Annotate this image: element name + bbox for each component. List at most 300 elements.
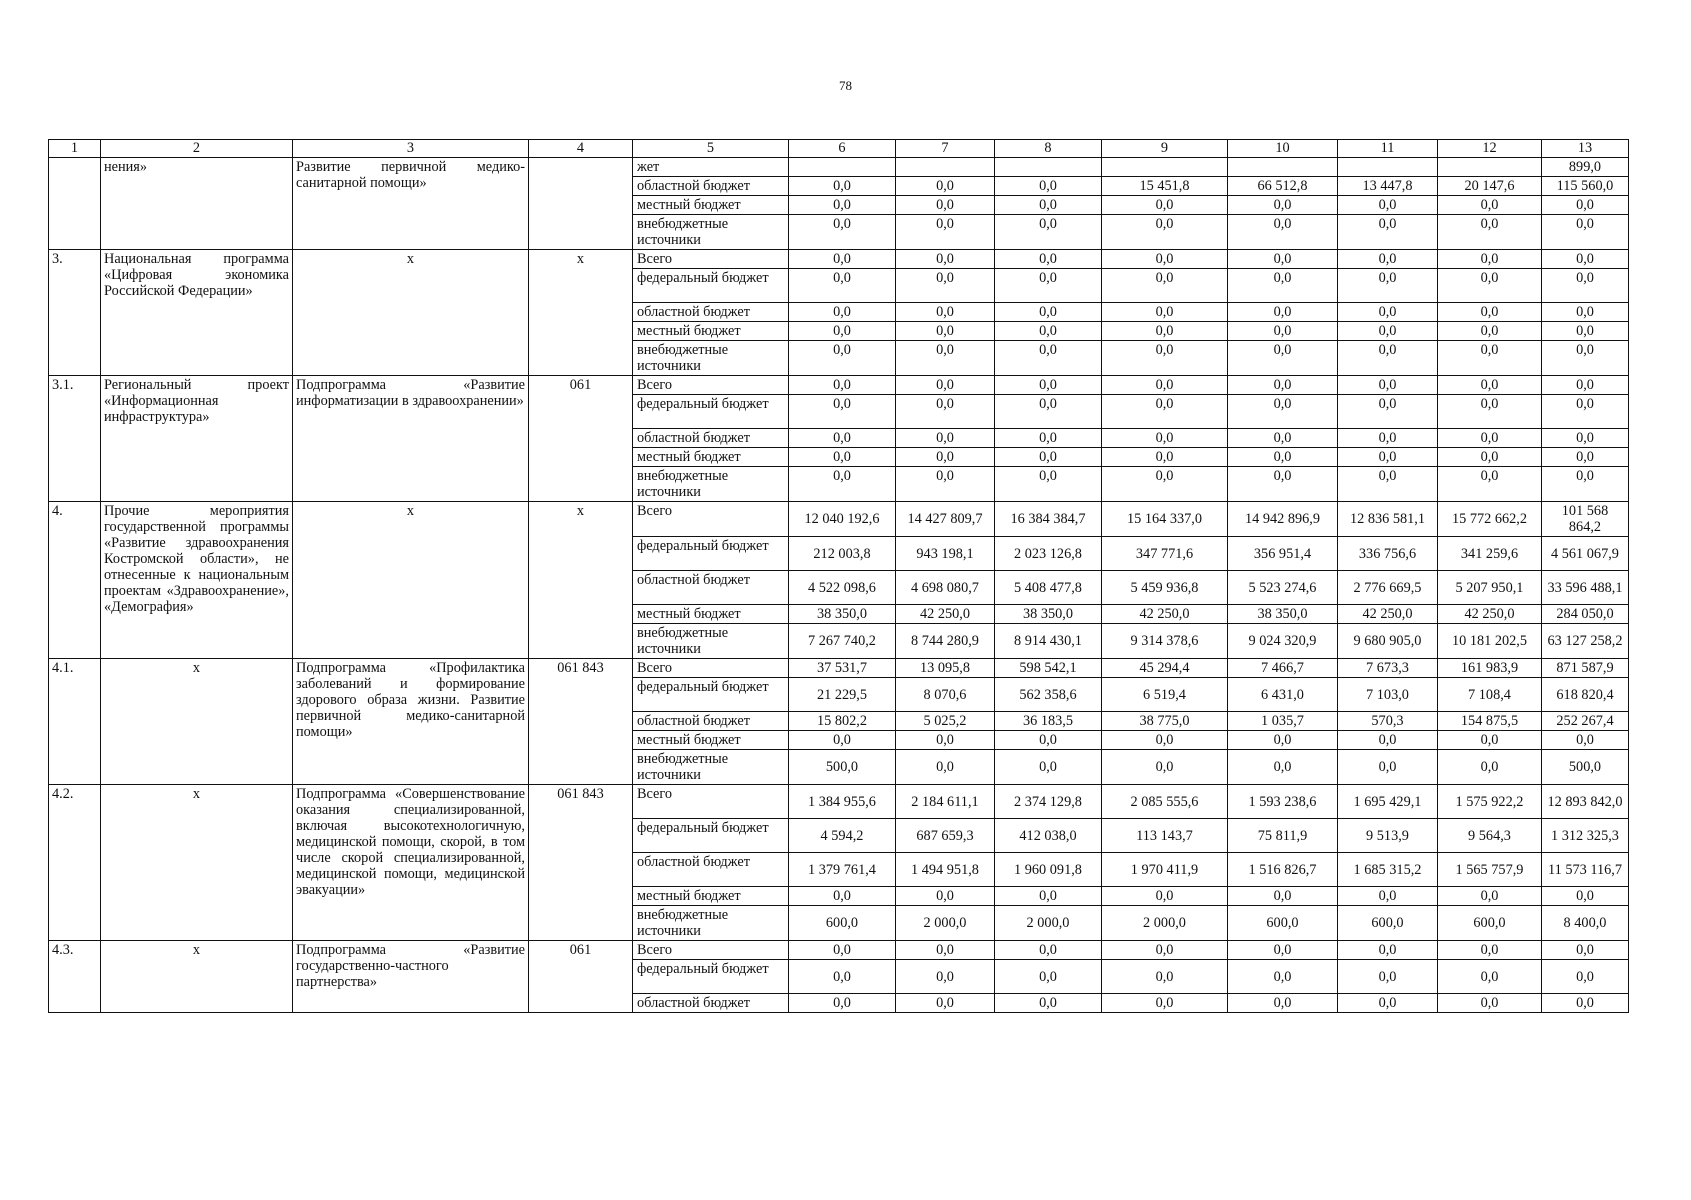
table-body xyxy=(49,158,1629,1013)
value-cell: 15 451,8 xyxy=(1102,177,1228,196)
value-cell: 0,0 xyxy=(896,269,995,303)
value-cell: 0,0 xyxy=(896,887,995,906)
value-cell: 0,0 xyxy=(1338,941,1438,960)
value-cell: 0,0 xyxy=(1228,395,1338,429)
budget-code: 061 xyxy=(529,941,633,1013)
value-cell: 0,0 xyxy=(995,731,1102,750)
value-cell: 0,0 xyxy=(789,960,896,994)
funding-source: федеральный бюджет xyxy=(633,960,789,994)
col-number: 5 xyxy=(633,140,789,158)
value-cell: 1 035,7 xyxy=(1228,712,1338,731)
value-cell: 0,0 xyxy=(995,448,1102,467)
value-cell: 0,0 xyxy=(789,731,896,750)
column-number-row xyxy=(49,140,1629,158)
value-cell: 5 207 950,1 xyxy=(1438,571,1542,605)
value-cell: 5 459 936,8 xyxy=(1102,571,1228,605)
value-cell: 20 147,6 xyxy=(1438,177,1542,196)
value-cell: 101 568 864,2 xyxy=(1542,502,1629,537)
value-cell: 11 573 116,7 xyxy=(1542,853,1629,887)
col-number: 2 xyxy=(101,140,293,158)
funding-source: федеральный бюджет xyxy=(633,819,789,853)
value-cell: 38 350,0 xyxy=(789,605,896,624)
col-number: 13 xyxy=(1542,140,1629,158)
value-cell: 0,0 xyxy=(1542,960,1629,994)
value-cell: 0,0 xyxy=(995,215,1102,250)
value-cell: 0,0 xyxy=(1228,322,1338,341)
value-cell: 0,0 xyxy=(1438,269,1542,303)
value-cell: 161 983,9 xyxy=(1438,659,1542,678)
value-cell: 0,0 xyxy=(1438,429,1542,448)
value-cell: 570,3 xyxy=(1338,712,1438,731)
value-cell: 2 374 129,8 xyxy=(995,785,1102,819)
value-cell: 0,0 xyxy=(1438,467,1542,502)
value-cell: 0,0 xyxy=(1542,994,1629,1013)
row-number: 4.3. xyxy=(49,941,101,1013)
value-cell: 0,0 xyxy=(1228,303,1338,322)
value-cell: 0,0 xyxy=(1228,250,1338,269)
table-row xyxy=(49,250,1629,269)
value-cell: 6 519,4 xyxy=(1102,678,1228,712)
funding-source: внебюджетные источники xyxy=(633,341,789,376)
value-cell: 0,0 xyxy=(1542,941,1629,960)
value-cell: 42 250,0 xyxy=(1438,605,1542,624)
value-cell: 2 085 555,6 xyxy=(1102,785,1228,819)
value-cell: 0,0 xyxy=(1542,215,1629,250)
value-cell xyxy=(789,158,896,177)
value-cell: 0,0 xyxy=(1542,303,1629,322)
value-cell: 0,0 xyxy=(995,941,1102,960)
value-cell: 0,0 xyxy=(789,994,896,1013)
value-cell: 7 673,3 xyxy=(1338,659,1438,678)
value-cell: 0,0 xyxy=(896,448,995,467)
value-cell: 0,0 xyxy=(1102,994,1228,1013)
value-cell: 600,0 xyxy=(1438,906,1542,941)
value-cell: 9 680 905,0 xyxy=(1338,624,1438,659)
table-row xyxy=(49,659,1629,678)
value-cell: 0,0 xyxy=(1102,467,1228,502)
value-cell: 0,0 xyxy=(1228,750,1338,785)
value-cell: 38 350,0 xyxy=(995,605,1102,624)
funding-source: областной бюджет xyxy=(633,303,789,322)
value-cell: 0,0 xyxy=(1438,322,1542,341)
value-cell: 5 408 477,8 xyxy=(995,571,1102,605)
value-cell: 0,0 xyxy=(1338,448,1438,467)
value-cell: 0,0 xyxy=(1438,750,1542,785)
budget-table-container xyxy=(48,139,1628,1013)
col-number: 8 xyxy=(995,140,1102,158)
table-row xyxy=(49,158,1629,177)
value-cell: 0,0 xyxy=(1438,376,1542,395)
value-cell: 0,0 xyxy=(1102,960,1228,994)
budget-code: х xyxy=(529,250,633,376)
value-cell: 2 184 611,1 xyxy=(896,785,995,819)
value-cell: 0,0 xyxy=(1228,196,1338,215)
measure-name: нения» xyxy=(101,158,293,250)
value-cell: 12 893 842,0 xyxy=(1542,785,1629,819)
value-cell: 6 431,0 xyxy=(1228,678,1338,712)
value-cell: 0,0 xyxy=(1102,750,1228,785)
funding-source: Всего xyxy=(633,659,789,678)
value-cell: 42 250,0 xyxy=(1338,605,1438,624)
value-cell xyxy=(995,158,1102,177)
subprogram-name: Подпрограмма «Совершенствование оказания специализированной, включая высокотехнологичную, медицинской помощи, скорой, в том числе скорой специализированной, медицинской помощи, медицинской эвакуации» xyxy=(293,785,529,941)
value-cell: 0,0 xyxy=(1228,731,1338,750)
funding-source: внебюджетные источники xyxy=(633,467,789,502)
funding-source: областной бюджет xyxy=(633,177,789,196)
col-number: 3 xyxy=(293,140,529,158)
value-cell: 252 267,4 xyxy=(1542,712,1629,731)
value-cell: 42 250,0 xyxy=(896,605,995,624)
subprogram-name: Подпрограмма «Развитие информатизации в здравоохранении» xyxy=(293,376,529,502)
funding-source: областной бюджет xyxy=(633,994,789,1013)
table-row xyxy=(49,785,1629,819)
value-cell: 1 695 429,1 xyxy=(1338,785,1438,819)
value-cell: 0,0 xyxy=(789,467,896,502)
value-cell: 8 744 280,9 xyxy=(896,624,995,659)
value-cell: 2 000,0 xyxy=(896,906,995,941)
value-cell: 0,0 xyxy=(1102,887,1228,906)
value-cell: 1 575 922,2 xyxy=(1438,785,1542,819)
value-cell: 0,0 xyxy=(995,376,1102,395)
measure-name: х xyxy=(101,659,293,785)
value-cell: 0,0 xyxy=(1438,303,1542,322)
subprogram-name: х xyxy=(293,502,529,659)
value-cell: 0,0 xyxy=(896,960,995,994)
funding-source: Всего xyxy=(633,941,789,960)
value-cell xyxy=(1228,158,1338,177)
value-cell: 21 229,5 xyxy=(789,678,896,712)
funding-source: федеральный бюджет xyxy=(633,678,789,712)
value-cell: 1 379 761,4 xyxy=(789,853,896,887)
value-cell: 0,0 xyxy=(1102,429,1228,448)
funding-source: внебюджетные источники xyxy=(633,750,789,785)
value-cell: 7 103,0 xyxy=(1338,678,1438,712)
value-cell: 0,0 xyxy=(1542,429,1629,448)
funding-source: федеральный бюджет xyxy=(633,395,789,429)
value-cell: 4 698 080,7 xyxy=(896,571,995,605)
funding-source: Всего xyxy=(633,376,789,395)
value-cell: 356 951,4 xyxy=(1228,537,1338,571)
value-cell: 0,0 xyxy=(896,322,995,341)
value-cell: 8 914 430,1 xyxy=(995,624,1102,659)
value-cell: 13 095,8 xyxy=(896,659,995,678)
value-cell: 0,0 xyxy=(896,303,995,322)
value-cell: 0,0 xyxy=(1338,196,1438,215)
value-cell: 0,0 xyxy=(1542,341,1629,376)
value-cell: 0,0 xyxy=(1438,341,1542,376)
value-cell: 37 531,7 xyxy=(789,659,896,678)
subprogram-name: Подпрограмма «Профилактика заболеваний и формирование здорового образа жизни. Развитие первичной медико-санитарной помощи» xyxy=(293,659,529,785)
col-number: 4 xyxy=(529,140,633,158)
value-cell: 115 560,0 xyxy=(1542,177,1629,196)
value-cell: 0,0 xyxy=(1438,994,1542,1013)
funding-source: местный бюджет xyxy=(633,196,789,215)
value-cell: 0,0 xyxy=(896,429,995,448)
value-cell: 15 772 662,2 xyxy=(1438,502,1542,537)
value-cell: 0,0 xyxy=(1542,269,1629,303)
value-cell: 15 802,2 xyxy=(789,712,896,731)
value-cell xyxy=(1338,158,1438,177)
value-cell xyxy=(1102,158,1228,177)
col-number: 11 xyxy=(1338,140,1438,158)
funding-source: областной бюджет xyxy=(633,853,789,887)
value-cell: 154 875,5 xyxy=(1438,712,1542,731)
value-cell: 0,0 xyxy=(1102,196,1228,215)
value-cell: 0,0 xyxy=(1102,250,1228,269)
value-cell: 10 181 202,5 xyxy=(1438,624,1542,659)
row-number: 4.1. xyxy=(49,659,101,785)
value-cell: 0,0 xyxy=(789,376,896,395)
funding-source: Всего xyxy=(633,250,789,269)
value-cell: 0,0 xyxy=(1438,250,1542,269)
value-cell: 0,0 xyxy=(896,994,995,1013)
value-cell: 0,0 xyxy=(1338,395,1438,429)
funding-source: внебюджетные источники xyxy=(633,906,789,941)
value-cell: 0,0 xyxy=(1228,887,1338,906)
value-cell: 0,0 xyxy=(789,448,896,467)
value-cell: 38 775,0 xyxy=(1102,712,1228,731)
value-cell: 63 127 258,2 xyxy=(1542,624,1629,659)
value-cell: 0,0 xyxy=(995,395,1102,429)
value-cell: 9 314 378,6 xyxy=(1102,624,1228,659)
value-cell: 0,0 xyxy=(896,376,995,395)
value-cell: 0,0 xyxy=(1338,215,1438,250)
row-number xyxy=(49,158,101,250)
value-cell: 0,0 xyxy=(1338,303,1438,322)
value-cell: 1 384 955,6 xyxy=(789,785,896,819)
value-cell: 0,0 xyxy=(1102,395,1228,429)
value-cell: 0,0 xyxy=(1228,467,1338,502)
value-cell: 0,0 xyxy=(1438,215,1542,250)
col-number: 12 xyxy=(1438,140,1542,158)
measure-name: Национальная программа «Цифровая экономика Российской Федерации» xyxy=(101,250,293,376)
col-number: 6 xyxy=(789,140,896,158)
value-cell: 14 427 809,7 xyxy=(896,502,995,537)
value-cell: 13 447,8 xyxy=(1338,177,1438,196)
value-cell: 0,0 xyxy=(1228,960,1338,994)
value-cell: 4 594,2 xyxy=(789,819,896,853)
funding-source: внебюджетные источники xyxy=(633,215,789,250)
funding-source: областной бюджет xyxy=(633,429,789,448)
row-number: 4.2. xyxy=(49,785,101,941)
value-cell: 8 400,0 xyxy=(1542,906,1629,941)
value-cell: 0,0 xyxy=(1338,960,1438,994)
value-cell: 0,0 xyxy=(1438,887,1542,906)
value-cell: 0,0 xyxy=(1228,448,1338,467)
value-cell: 0,0 xyxy=(1102,376,1228,395)
value-cell: 0,0 xyxy=(1338,322,1438,341)
value-cell: 0,0 xyxy=(1102,303,1228,322)
value-cell: 16 384 384,7 xyxy=(995,502,1102,537)
value-cell: 0,0 xyxy=(1102,215,1228,250)
value-cell: 9 024 320,9 xyxy=(1228,624,1338,659)
funding-source: местный бюджет xyxy=(633,322,789,341)
value-cell: 113 143,7 xyxy=(1102,819,1228,853)
value-cell: 0,0 xyxy=(1438,941,1542,960)
subprogram-name: Развитие первичной медико-санитарной помощи» xyxy=(293,158,529,250)
budget-table xyxy=(48,139,1629,1013)
value-cell: 0,0 xyxy=(1228,941,1338,960)
value-cell: 0,0 xyxy=(995,177,1102,196)
funding-source: федеральный бюджет xyxy=(633,537,789,571)
value-cell: 38 350,0 xyxy=(1228,605,1338,624)
value-cell: 0,0 xyxy=(995,467,1102,502)
funding-source: жет xyxy=(633,158,789,177)
value-cell: 2 000,0 xyxy=(995,906,1102,941)
value-cell: 0,0 xyxy=(1228,269,1338,303)
value-cell: 0,0 xyxy=(1338,731,1438,750)
value-cell xyxy=(1438,158,1542,177)
value-cell: 0,0 xyxy=(1542,448,1629,467)
value-cell: 0,0 xyxy=(896,215,995,250)
value-cell: 0,0 xyxy=(1438,731,1542,750)
subprogram-name: х xyxy=(293,250,529,376)
value-cell: 0,0 xyxy=(896,941,995,960)
value-cell: 0,0 xyxy=(1542,887,1629,906)
value-cell: 1 593 238,6 xyxy=(1228,785,1338,819)
value-cell: 0,0 xyxy=(1542,250,1629,269)
measure-name: х xyxy=(101,941,293,1013)
row-number: 3. xyxy=(49,250,101,376)
value-cell: 0,0 xyxy=(789,215,896,250)
value-cell: 5 523 274,6 xyxy=(1228,571,1338,605)
value-cell: 0,0 xyxy=(789,395,896,429)
value-cell: 0,0 xyxy=(896,250,995,269)
funding-source: областной бюджет xyxy=(633,712,789,731)
value-cell: 0,0 xyxy=(789,341,896,376)
value-cell: 0,0 xyxy=(1542,395,1629,429)
value-cell: 0,0 xyxy=(1438,196,1542,215)
value-cell: 0,0 xyxy=(1438,395,1542,429)
value-cell: 0,0 xyxy=(896,177,995,196)
page-number: 78 xyxy=(839,78,852,93)
value-cell: 0,0 xyxy=(1228,376,1338,395)
value-cell: 15 164 337,0 xyxy=(1102,502,1228,537)
value-cell: 598 542,1 xyxy=(995,659,1102,678)
value-cell: 0,0 xyxy=(1102,269,1228,303)
value-cell: 0,0 xyxy=(896,750,995,785)
value-cell: 8 070,6 xyxy=(896,678,995,712)
value-cell: 0,0 xyxy=(789,887,896,906)
table-row xyxy=(49,941,1629,960)
value-cell: 0,0 xyxy=(789,303,896,322)
value-cell: 7 466,7 xyxy=(1228,659,1338,678)
value-cell: 0,0 xyxy=(789,250,896,269)
value-cell: 0,0 xyxy=(896,196,995,215)
value-cell: 0,0 xyxy=(896,395,995,429)
value-cell: 75 811,9 xyxy=(1228,819,1338,853)
value-cell: 412 038,0 xyxy=(995,819,1102,853)
value-cell: 0,0 xyxy=(995,960,1102,994)
value-cell: 500,0 xyxy=(789,750,896,785)
value-cell: 0,0 xyxy=(1102,322,1228,341)
value-cell: 0,0 xyxy=(789,196,896,215)
budget-code xyxy=(529,158,633,250)
value-cell: 943 198,1 xyxy=(896,537,995,571)
value-cell: 7 267 740,2 xyxy=(789,624,896,659)
value-cell: 0,0 xyxy=(1542,322,1629,341)
value-cell: 12 040 192,6 xyxy=(789,502,896,537)
value-cell: 0,0 xyxy=(1228,215,1338,250)
col-number: 9 xyxy=(1102,140,1228,158)
value-cell: 66 512,8 xyxy=(1228,177,1338,196)
value-cell: 687 659,3 xyxy=(896,819,995,853)
funding-source: внебюджетные источники xyxy=(633,624,789,659)
value-cell: 9 513,9 xyxy=(1338,819,1438,853)
value-cell: 0,0 xyxy=(995,269,1102,303)
value-cell: 0,0 xyxy=(1438,448,1542,467)
value-cell: 0,0 xyxy=(1102,448,1228,467)
value-cell: 0,0 xyxy=(1102,731,1228,750)
value-cell: 0,0 xyxy=(995,250,1102,269)
value-cell: 600,0 xyxy=(1228,906,1338,941)
value-cell: 0,0 xyxy=(1338,429,1438,448)
value-cell: 1 516 826,7 xyxy=(1228,853,1338,887)
value-cell: 0,0 xyxy=(995,196,1102,215)
budget-code: 061 xyxy=(529,376,633,502)
value-cell: 4 561 067,9 xyxy=(1542,537,1629,571)
value-cell: 899,0 xyxy=(1542,158,1629,177)
value-cell: 0,0 xyxy=(1338,994,1438,1013)
value-cell: 1 494 951,8 xyxy=(896,853,995,887)
value-cell: 618 820,4 xyxy=(1542,678,1629,712)
value-cell: 0,0 xyxy=(1542,196,1629,215)
table-row xyxy=(49,502,1629,537)
value-cell: 0,0 xyxy=(789,177,896,196)
value-cell: 5 025,2 xyxy=(896,712,995,731)
value-cell: 33 596 488,1 xyxy=(1542,571,1629,605)
value-cell: 0,0 xyxy=(995,429,1102,448)
value-cell: 0,0 xyxy=(995,750,1102,785)
value-cell: 1 970 411,9 xyxy=(1102,853,1228,887)
value-cell: 0,0 xyxy=(789,941,896,960)
value-cell: 9 564,3 xyxy=(1438,819,1542,853)
value-cell: 0,0 xyxy=(1102,941,1228,960)
value-cell: 0,0 xyxy=(995,303,1102,322)
budget-code: 061 843 xyxy=(529,785,633,941)
measure-name: Прочие мероприятия государственной программы «Развитие здравоохранения Костромской области», не отнесенные к национальным проектам «Здравоохранение», «Демография» xyxy=(101,502,293,659)
value-cell: 0,0 xyxy=(1228,341,1338,376)
value-cell: 1 960 091,8 xyxy=(995,853,1102,887)
row-number: 4. xyxy=(49,502,101,659)
value-cell: 336 756,6 xyxy=(1338,537,1438,571)
value-cell: 0,0 xyxy=(1102,341,1228,376)
funding-source: местный бюджет xyxy=(633,887,789,906)
funding-source: местный бюджет xyxy=(633,731,789,750)
value-cell: 4 522 098,6 xyxy=(789,571,896,605)
value-cell: 284 050,0 xyxy=(1542,605,1629,624)
funding-source: местный бюджет xyxy=(633,605,789,624)
value-cell: 0,0 xyxy=(1338,341,1438,376)
value-cell: 0,0 xyxy=(1542,731,1629,750)
value-cell: 0,0 xyxy=(1338,750,1438,785)
value-cell: 0,0 xyxy=(995,322,1102,341)
value-cell: 562 358,6 xyxy=(995,678,1102,712)
value-cell: 12 836 581,1 xyxy=(1338,502,1438,537)
value-cell: 0,0 xyxy=(995,994,1102,1013)
value-cell: 341 259,6 xyxy=(1438,537,1542,571)
value-cell: 0,0 xyxy=(789,322,896,341)
value-cell: 0,0 xyxy=(1338,250,1438,269)
value-cell: 0,0 xyxy=(1338,467,1438,502)
value-cell: 0,0 xyxy=(1338,887,1438,906)
value-cell: 42 250,0 xyxy=(1102,605,1228,624)
budget-code: х xyxy=(529,502,633,659)
value-cell: 871 587,9 xyxy=(1542,659,1629,678)
col-number: 7 xyxy=(896,140,995,158)
funding-source: федеральный бюджет xyxy=(633,269,789,303)
value-cell: 0,0 xyxy=(789,429,896,448)
